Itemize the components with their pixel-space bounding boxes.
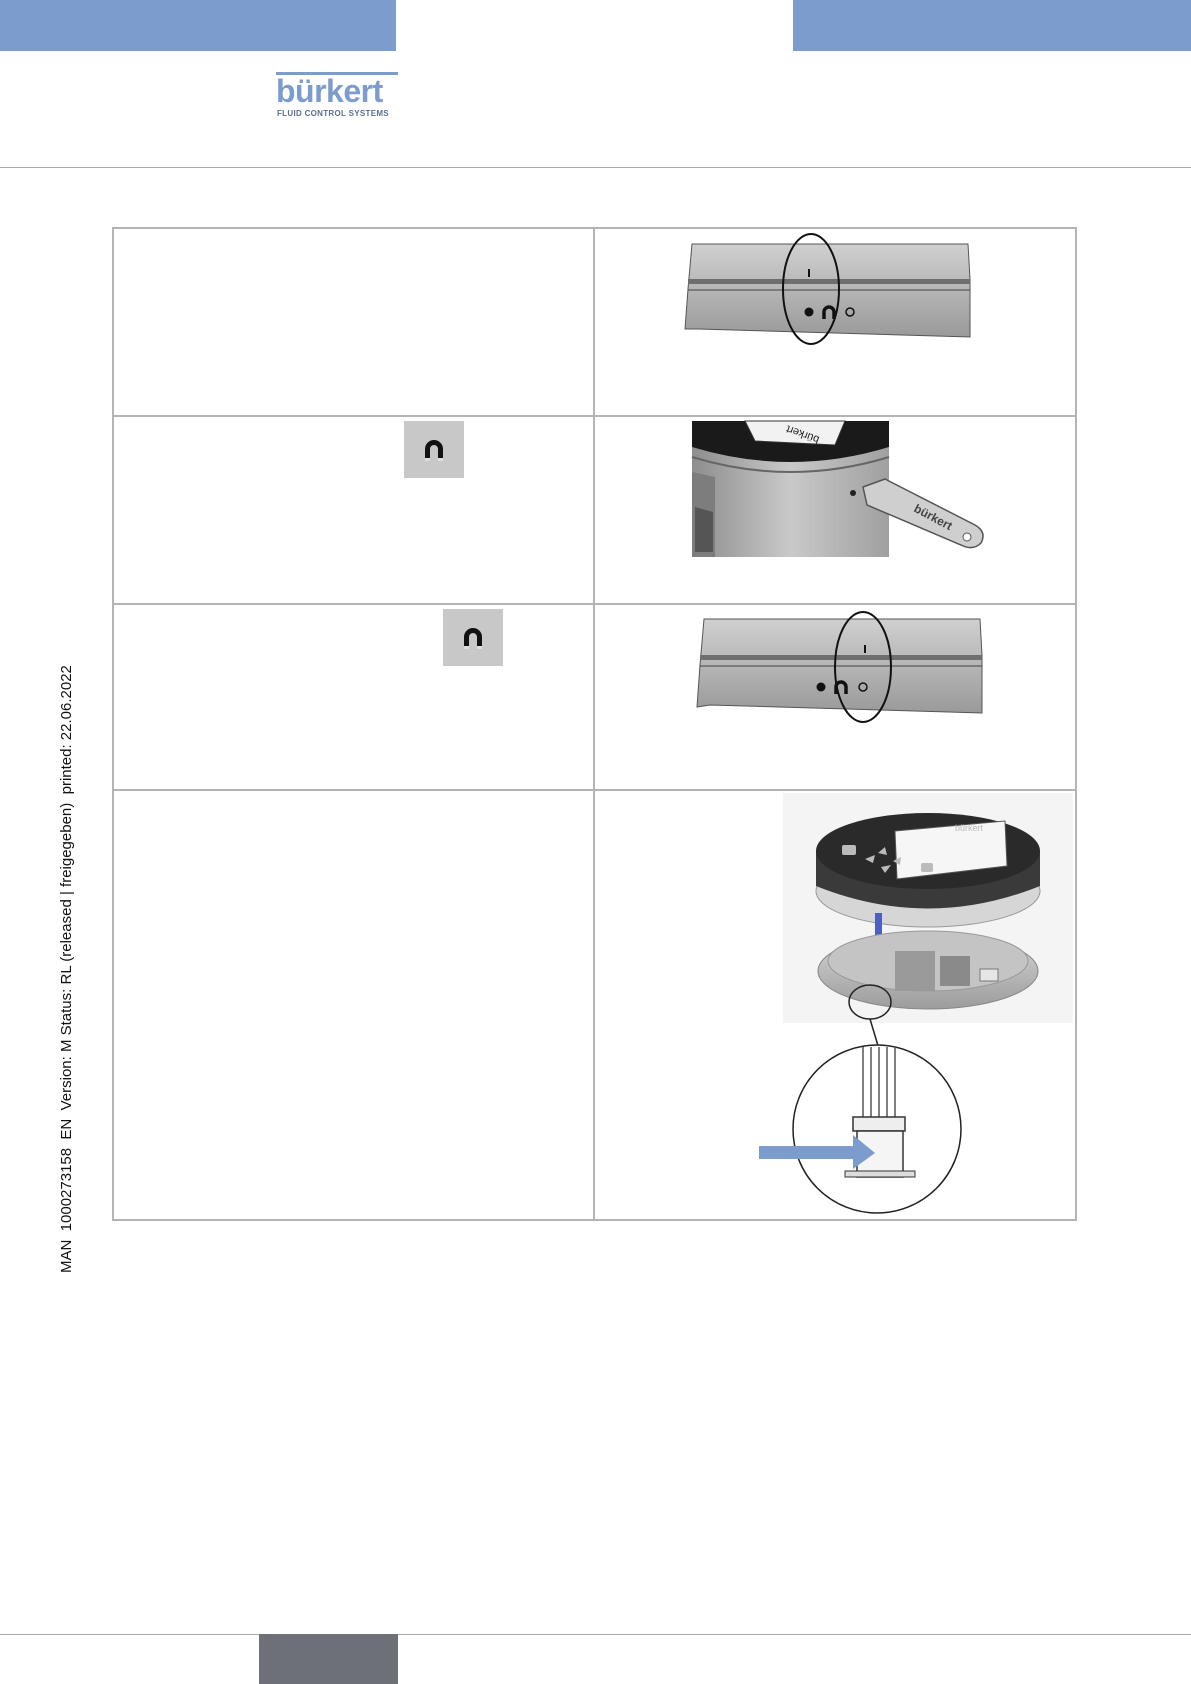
- device-rim-figure: [595, 605, 1076, 789]
- table-row: [113, 790, 1076, 1220]
- step-text-cell: [113, 416, 594, 604]
- module-logo-text: bürkert: [955, 823, 984, 833]
- step-figure-cell: [594, 790, 1076, 1220]
- display-module-figure: [595, 791, 1076, 1219]
- step-text-cell: [113, 604, 594, 790]
- header-band-left: [0, 0, 396, 51]
- base-housing: [818, 931, 1038, 1009]
- brand-name: bürkert: [276, 73, 383, 109]
- brand-tagline: FLUID CONTROL SYSTEMS: [277, 109, 389, 118]
- footer-divider: [0, 1634, 1191, 1635]
- led-dot: [805, 308, 814, 317]
- step-figure-cell: [594, 604, 1076, 790]
- brand-logo: [276, 72, 398, 120]
- connector-detail: [793, 1045, 961, 1213]
- header-band-right: [793, 0, 1191, 51]
- procedure-table: [112, 227, 1077, 1221]
- led-dot: [817, 683, 826, 692]
- step-text-cell: [113, 228, 594, 416]
- magnet-icon: [404, 421, 464, 478]
- magnet-icon: [443, 609, 503, 666]
- magnet-key-figure: [595, 417, 1076, 603]
- document-status-text: MAN 1000273158 EN Version: M Status: RL (released | freigegeben) printed: 22.06.2022: [58, 665, 75, 1273]
- table-row: [113, 228, 1076, 416]
- key-logo-text: bürkert: [911, 501, 955, 534]
- table-row: [113, 604, 1076, 790]
- step-figure-cell: [594, 228, 1076, 416]
- table-row: [113, 416, 1076, 604]
- device-logo-text: bürkert: [784, 422, 822, 446]
- step-text-cell: [113, 790, 594, 1220]
- page-number-tab: [259, 1634, 398, 1684]
- device-rim-figure: [595, 229, 1076, 415]
- header-divider: [0, 167, 1191, 168]
- step-figure-cell: [594, 416, 1076, 604]
- display-module: [816, 813, 1040, 927]
